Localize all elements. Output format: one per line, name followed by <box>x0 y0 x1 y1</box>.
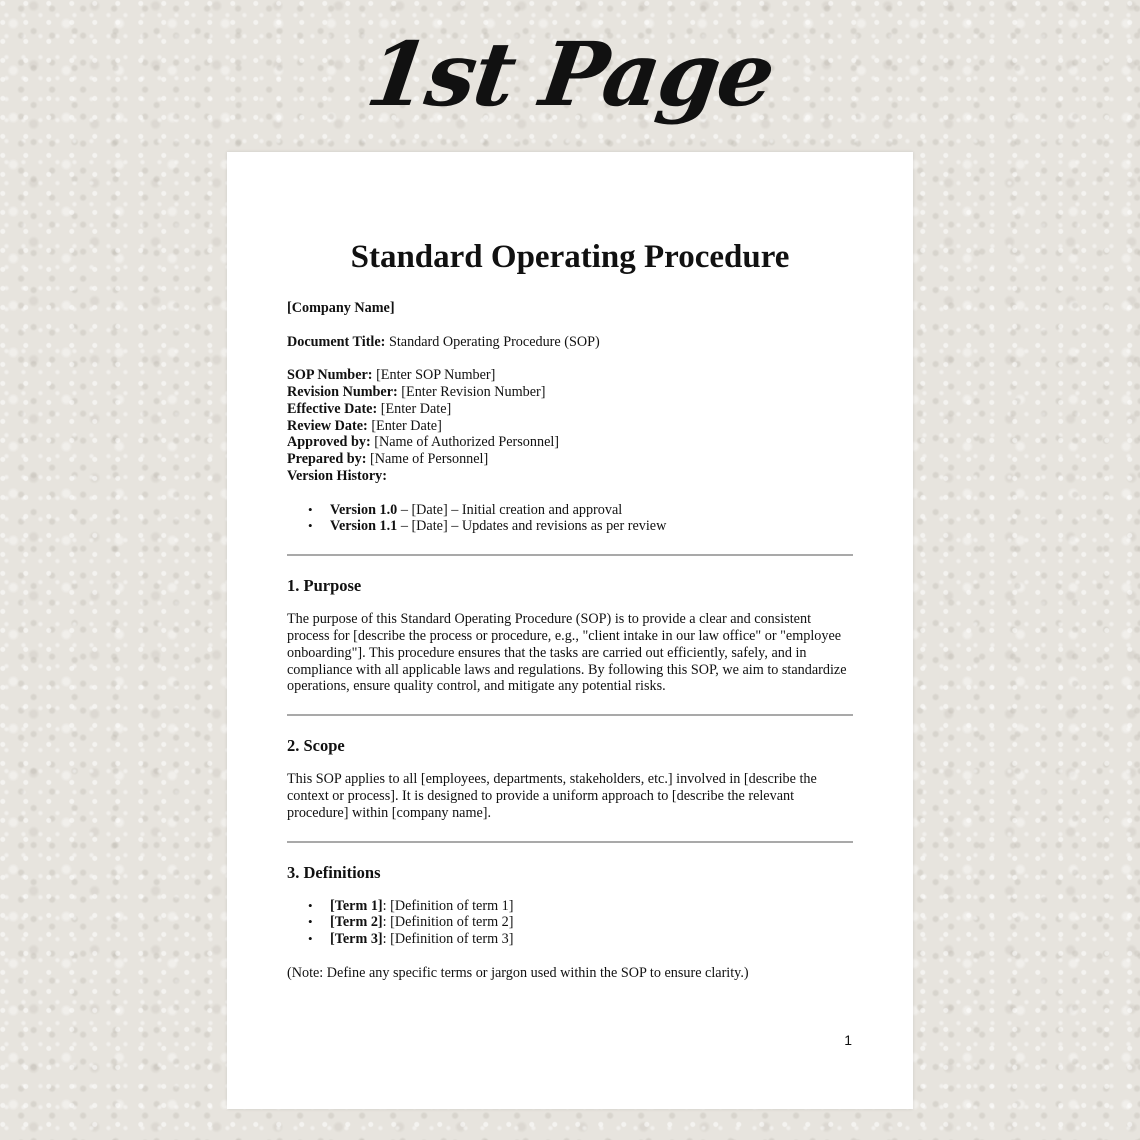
term-definition: : [Definition of term 3] <box>382 931 514 948</box>
meta-label: SOP Number: <box>287 367 373 384</box>
document-title-line <box>287 334 853 351</box>
document-page <box>227 152 913 1109</box>
purpose-paragraph: The purpose of this Standard Operating Procedure (SOP) is to provide a clear and consistent process for [describe the process or procedure, e.g., "client intake in our law office" or "employee onboarding"]. This procedure ensures that the tasks are carried out efficiently, safely, and in compliance with all applicable laws and regulations. By following this SOP, we aim to standardize operations, ensure quality control, and mitigate any potential risks. <box>287 611 847 695</box>
meta-label: Revision Number: <box>287 383 398 400</box>
metadata-block <box>287 367 853 485</box>
term-definition: : [Definition of term 2] <box>382 914 514 931</box>
list-item <box>330 914 853 931</box>
version-history-label <box>287 468 853 485</box>
term-definition: : [Definition of term 1] <box>382 897 514 914</box>
section-divider <box>287 554 853 556</box>
section-divider <box>287 714 853 716</box>
version-text: – [Date] – Updates and revisions as per review <box>397 518 667 535</box>
version-label: Version 1.1 <box>330 518 398 535</box>
banner-heading: 1st Page <box>360 22 780 126</box>
meta-value: [Enter Revision Number] <box>397 383 546 400</box>
meta-value: [Name of Personnel] <box>366 451 489 468</box>
meta-row <box>287 367 853 384</box>
meta-row <box>287 434 853 451</box>
meta-value: [Enter Date] <box>367 417 442 434</box>
meta-label: Effective Date: <box>287 400 378 417</box>
company-name-text: [Company Name] <box>287 300 395 316</box>
version-text: – [Date] – Initial creation and approval <box>397 501 623 518</box>
company-name <box>287 300 853 317</box>
version-history-label-text: Version History: <box>287 467 387 484</box>
term-label: [Term 3] <box>330 931 383 948</box>
definitions-list <box>287 898 853 948</box>
term-label: [Term 2] <box>330 914 383 931</box>
term-label: [Term 1] <box>330 897 383 914</box>
document-content <box>287 234 853 982</box>
list-item <box>330 502 853 519</box>
document-title-value: Standard Operating Procedure (SOP) <box>385 333 600 350</box>
meta-row <box>287 401 853 418</box>
meta-row <box>287 418 853 435</box>
version-label: Version 1.0 <box>330 501 398 518</box>
section-heading-definitions: 3. Definitions <box>287 862 381 882</box>
version-history-list <box>287 502 853 536</box>
meta-value: [Name of Authorized Personnel] <box>370 434 560 451</box>
list-item <box>330 898 853 915</box>
definitions-note: (Note: Define any specific terms or jargon used within the SOP to ensure clarity.) <box>287 964 749 981</box>
meta-label: Review Date: <box>287 417 368 434</box>
list-item <box>330 931 853 948</box>
document-title: Standard Operating Procedure <box>350 239 790 275</box>
list-item <box>330 518 853 535</box>
meta-label: Prepared by: <box>287 451 367 468</box>
section-heading-purpose: 1. Purpose <box>287 576 362 596</box>
page-number: 1 <box>844 1032 852 1048</box>
section-heading-scope: 2. Scope <box>287 736 345 756</box>
meta-row <box>287 451 853 468</box>
section-divider <box>287 841 853 843</box>
scope-paragraph: This SOP applies to all [employees, departments, stakeholders, etc.] involved in [describe the context or process]. It is designed to provide a uniform approach to [describe the relevant procedure] within [company name]. <box>287 771 817 821</box>
document-title-label: Document Title: <box>287 333 386 350</box>
meta-label: Approved by: <box>287 434 371 451</box>
meta-value: [Enter Date] <box>377 400 452 417</box>
meta-value: [Enter SOP Number] <box>372 367 496 384</box>
meta-row <box>287 384 853 401</box>
